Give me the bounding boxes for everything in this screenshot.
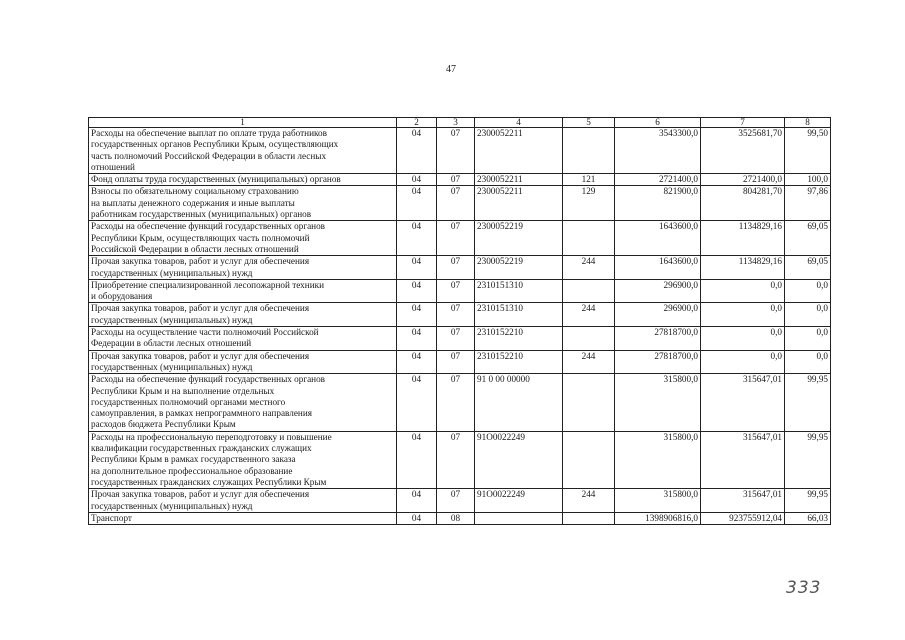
execution-percent: 97,86 <box>785 186 831 221</box>
expense-name: Взносы по обязательному социальному страхованию на выплаты денежного содержания и иные выплаты работникам государственных (муниципальных) органов <box>89 186 397 221</box>
planned-amount: 27818700,0 <box>615 327 701 351</box>
table-row <box>89 327 831 351</box>
table-row <box>89 303 831 327</box>
planned-amount: 1643600,0 <box>615 256 701 280</box>
subsection-code: 07 <box>437 303 475 327</box>
expense-type-code <box>563 512 615 524</box>
planned-amount: 1398906816,0 <box>615 512 701 524</box>
table-row <box>89 279 831 303</box>
section-code: 04 <box>397 174 437 186</box>
subsection-code: 07 <box>437 489 475 513</box>
expense-type-code: 244 <box>563 489 615 513</box>
target-code: 91О0022249 <box>475 489 563 513</box>
page-number: 47 <box>446 64 456 75</box>
expense-name: Прочая закупка товаров, работ и услуг для обеспечения государственных (муниципальных) нужд <box>89 256 397 280</box>
subsection-code: 07 <box>437 279 475 303</box>
table-row <box>89 489 831 513</box>
table-row <box>89 350 831 374</box>
table-row <box>89 374 831 431</box>
expense-type-code <box>563 374 615 431</box>
column-header: 2 <box>397 118 437 128</box>
subsection-code: 08 <box>437 512 475 524</box>
target-code: 2310152210 <box>475 350 563 374</box>
subsection-code: 07 <box>437 350 475 374</box>
expense-name: Расходы на обеспечение выплат по оплате труда работников государственных органов Республики Крым, осуществляющих часть полномочий Российской Федерации в области лесных отношений <box>89 128 397 174</box>
column-header: 5 <box>563 118 615 128</box>
section-code: 04 <box>397 221 437 256</box>
execution-percent: 100,0 <box>785 174 831 186</box>
table-row <box>89 221 831 256</box>
target-code <box>475 512 563 524</box>
table-row <box>89 186 831 221</box>
subsection-code: 07 <box>437 174 475 186</box>
target-code: 2310152210 <box>475 327 563 351</box>
target-code: 2310151310 <box>475 303 563 327</box>
execution-percent: 99,95 <box>785 431 831 488</box>
planned-amount: 27818700,0 <box>615 350 701 374</box>
column-header: 3 <box>437 118 475 128</box>
table-row <box>89 512 831 524</box>
execution-percent: 0,0 <box>785 303 831 327</box>
target-code: 2300052219 <box>475 221 563 256</box>
section-code: 04 <box>397 128 437 174</box>
section-code: 04 <box>397 431 437 488</box>
section-code: 04 <box>397 327 437 351</box>
execution-percent: 69,05 <box>785 256 831 280</box>
expense-name: Прочая закупка товаров, работ и услуг для обеспечения государственных (муниципальных) нужд <box>89 303 397 327</box>
planned-amount: 315800,0 <box>615 431 701 488</box>
section-code: 04 <box>397 489 437 513</box>
expense-name: Транспорт <box>89 512 397 524</box>
executed-amount: 0,0 <box>701 303 785 327</box>
subsection-code: 07 <box>437 128 475 174</box>
executed-amount: 0,0 <box>701 279 785 303</box>
planned-amount: 3543300,0 <box>615 128 701 174</box>
table-row <box>89 256 831 280</box>
executed-amount: 0,0 <box>701 350 785 374</box>
expense-type-code: 121 <box>563 174 615 186</box>
expense-type-code <box>563 327 615 351</box>
column-header: 4 <box>475 118 563 128</box>
column-header: 1 <box>89 118 397 128</box>
executed-amount: 804281,70 <box>701 186 785 221</box>
expense-name: Расходы на обеспечение функций государственных органов Республики Крым и на выполнение отдельных государственных полномочий органами местного самоуправления, в рамках непрограммного направления расходов бюджета Республики Крым <box>89 374 397 431</box>
section-code: 04 <box>397 256 437 280</box>
executed-amount: 315647,01 <box>701 374 785 431</box>
expense-type-code <box>563 128 615 174</box>
target-code: 2300052211 <box>475 128 563 174</box>
expense-name: Приобретение специализированной лесопожарной техники и оборудования <box>89 279 397 303</box>
subsection-code: 07 <box>437 221 475 256</box>
execution-percent: 99,50 <box>785 128 831 174</box>
target-code: 2300052211 <box>475 174 563 186</box>
table-row <box>89 174 831 186</box>
expense-type-code: 129 <box>563 186 615 221</box>
target-code: 2300052211 <box>475 186 563 221</box>
executed-amount: 2721400,0 <box>701 174 785 186</box>
table-row <box>89 431 831 488</box>
target-code: 91 0 00 00000 <box>475 374 563 431</box>
executed-amount: 1134829,16 <box>701 221 785 256</box>
planned-amount: 315800,0 <box>615 489 701 513</box>
target-code: 2310151310 <box>475 279 563 303</box>
executed-amount: 315647,01 <box>701 431 785 488</box>
subsection-code: 07 <box>437 327 475 351</box>
execution-percent: 66,03 <box>785 512 831 524</box>
expense-name: Расходы на обеспечение функций государственных органов Республики Крым, осуществляющих часть полномочий Российской Федерации в области лесных отношений <box>89 221 397 256</box>
target-code: 2300052219 <box>475 256 563 280</box>
expense-type-code: 244 <box>563 256 615 280</box>
section-code: 04 <box>397 350 437 374</box>
planned-amount: 296900,0 <box>615 279 701 303</box>
execution-percent: 0,0 <box>785 327 831 351</box>
execution-percent: 0,0 <box>785 350 831 374</box>
section-code: 04 <box>397 279 437 303</box>
handwritten-page-number: 333 <box>786 578 822 598</box>
column-header: 7 <box>701 118 785 128</box>
expense-name: Расходы на осуществление части полномочий Российской Федерации в области лесных отношений <box>89 327 397 351</box>
table-row <box>89 128 831 174</box>
header-row <box>89 118 831 128</box>
section-code: 04 <box>397 374 437 431</box>
expense-name: Фонд оплаты труда государственных (муниципальных) органов <box>89 174 397 186</box>
expense-name: Прочая закупка товаров, работ и услуг для обеспечения государственных (муниципальных) нужд <box>89 350 397 374</box>
column-header: 8 <box>785 118 831 128</box>
planned-amount: 296900,0 <box>615 303 701 327</box>
section-code: 04 <box>397 186 437 221</box>
target-code: 91О0022249 <box>475 431 563 488</box>
execution-percent: 99,95 <box>785 489 831 513</box>
planned-amount: 1643600,0 <box>615 221 701 256</box>
executed-amount: 315647,01 <box>701 489 785 513</box>
executed-amount: 0,0 <box>701 327 785 351</box>
section-code: 04 <box>397 512 437 524</box>
subsection-code: 07 <box>437 186 475 221</box>
planned-amount: 821900,0 <box>615 186 701 221</box>
execution-percent: 0,0 <box>785 279 831 303</box>
expense-name: Расходы на профессиональную переподготовку и повышение квалификации государственных гражданских служащих Республики Крым в рамках государственного заказа на дополнительное профессиональное образование государственных гражданских служащих Республики Крым <box>89 431 397 488</box>
expense-type-code <box>563 279 615 303</box>
budget-table <box>88 117 831 525</box>
expense-type-code <box>563 221 615 256</box>
executed-amount: 3525681,70 <box>701 128 785 174</box>
column-header: 6 <box>615 118 701 128</box>
planned-amount: 315800,0 <box>615 374 701 431</box>
subsection-code: 07 <box>437 431 475 488</box>
execution-percent: 99,95 <box>785 374 831 431</box>
expense-type-code: 244 <box>563 350 615 374</box>
expense-type-code: 244 <box>563 303 615 327</box>
expense-name: Прочая закупка товаров, работ и услуг для обеспечения государственных (муниципальных) нужд <box>89 489 397 513</box>
planned-amount: 2721400,0 <box>615 174 701 186</box>
execution-percent: 69,05 <box>785 221 831 256</box>
executed-amount: 923755912,04 <box>701 512 785 524</box>
executed-amount: 1134829,16 <box>701 256 785 280</box>
subsection-code: 07 <box>437 374 475 431</box>
expense-type-code <box>563 431 615 488</box>
section-code: 04 <box>397 303 437 327</box>
subsection-code: 07 <box>437 256 475 280</box>
